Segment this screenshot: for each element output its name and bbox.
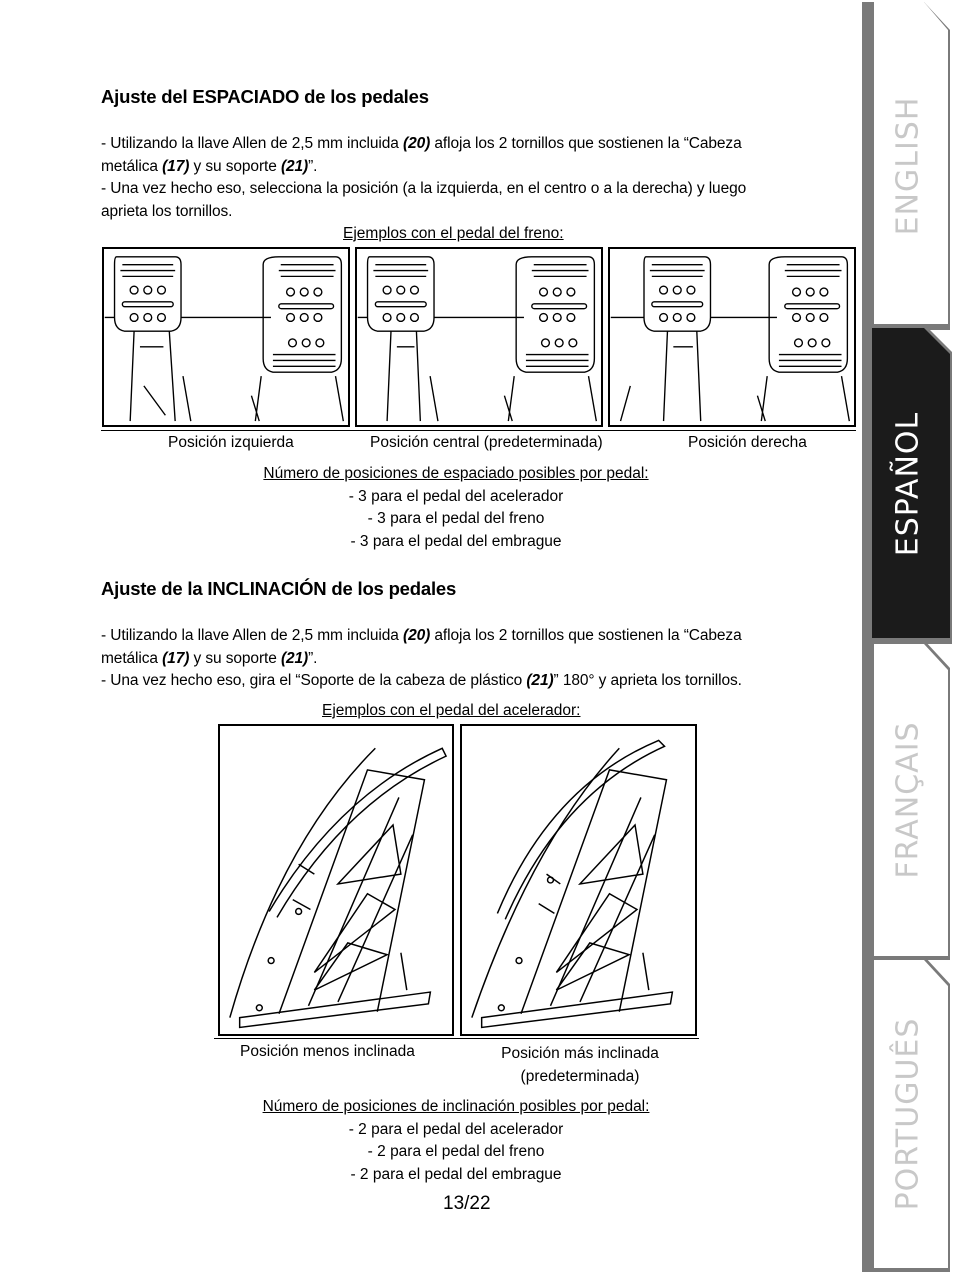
list-item: - 3 para el pedal del embrague — [350, 532, 562, 550]
text-run: metálica — [101, 157, 163, 175]
text-run: metálica — [101, 649, 163, 667]
text-run: ” 180° y aprieta los tornillos. — [553, 672, 742, 689]
list-item: - 2 para el pedal del embrague — [350, 1165, 562, 1183]
tab-english[interactable] — [862, 2, 954, 330]
accelerator-examples-title: Ejemplos con el pedal del acelerador: — [322, 702, 581, 719]
list-title: Número de posiciones de espaciado posibles por pedal: — [263, 465, 649, 482]
text-run: - Una vez hecho eso, gira el “Soporte de la cabeza de plástico — [101, 672, 527, 689]
tab-label: ESPAÑOL — [890, 411, 926, 557]
text-run: - Utilizando la llave Allen de 2,5 mm incluida — [101, 627, 404, 644]
caption-line: (predeterminada) — [520, 1067, 640, 1085]
caption-left-position: Posición izquierda — [168, 434, 294, 451]
pedal-less-inclined-image — [218, 724, 454, 1036]
text-run: ”. — [308, 649, 318, 667]
tab-espanol[interactable] — [862, 324, 954, 644]
text-run: afloja los 2 tornillos que sostienen la “Cabeza — [430, 135, 742, 152]
pedal-more-inclined-image — [460, 724, 697, 1036]
tab-label: FRANÇAIS — [890, 721, 926, 879]
text-run: y su soporte — [189, 157, 281, 175]
tab-label: ENGLISH — [890, 96, 926, 236]
caption-center-position: Posición central (predeterminada) — [370, 434, 603, 451]
list-item: - 3 para el pedal del freno — [367, 510, 545, 527]
spacing-positions-list — [0, 463, 912, 553]
tab-label: PORTUGUÊS — [890, 1017, 926, 1211]
language-tabs — [862, 0, 954, 1272]
pedal-spacing-figure — [104, 249, 348, 425]
caption-more-inclined — [480, 1043, 680, 1088]
ref-number: (20) — [403, 135, 431, 152]
ref-number: (21) — [280, 649, 309, 667]
page-number: 13/22 — [443, 1193, 491, 1214]
list-item: - 2 para el pedal del acelerador — [348, 1120, 564, 1138]
pedal-center-position-image — [355, 247, 603, 427]
brake-examples-title: Ejemplos con el pedal del freno: — [343, 225, 564, 242]
pedal-inclination-figure — [462, 726, 695, 1034]
inclination-instructions — [101, 625, 801, 693]
pedal-spacing-figure — [357, 249, 601, 425]
inclination-positions-list — [0, 1096, 912, 1186]
list-item: - 2 para el pedal del freno — [367, 1143, 545, 1160]
pedal-inclination-figure — [220, 726, 452, 1034]
pedal-left-position-image — [102, 247, 350, 427]
caption-right-position: Posición derecha — [688, 434, 807, 451]
ref-number: (20) — [403, 627, 431, 644]
caption-line: Posición más inclinada — [501, 1045, 659, 1062]
ref-number: (17) — [162, 649, 190, 667]
tab-francais[interactable] — [862, 640, 954, 960]
text-run: ”. — [308, 157, 318, 175]
ref-number: (21) — [280, 157, 309, 175]
ref-number: (21) — [526, 672, 554, 689]
tab-portugues[interactable] — [862, 956, 954, 1272]
caption-less-inclined: Posición menos inclinada — [240, 1043, 415, 1060]
divider — [214, 1038, 699, 1039]
list-item: - 3 para el pedal del acelerador — [348, 487, 564, 505]
list-title: Número de posiciones de inclinación posibles por pedal: — [262, 1098, 650, 1115]
spacing-instructions — [101, 133, 801, 223]
spacing-heading: Ajuste del ESPACIADO de los pedales — [101, 86, 429, 107]
ref-number: (17) — [162, 157, 190, 175]
pedal-right-position-image — [608, 247, 856, 427]
text-run: - Una vez hecho eso, selecciona la posición (a la izquierda, en el centro o a la derecha) y luego — [101, 180, 747, 197]
pedal-spacing-figure — [610, 249, 854, 425]
text-run: y su soporte — [189, 649, 281, 667]
text-run: afloja los 2 tornillos que sostienen la “Cabeza — [430, 627, 742, 644]
text-run: - Utilizando la llave Allen de 2,5 mm incluida — [101, 135, 404, 152]
divider — [101, 430, 856, 431]
text-run: aprieta los tornillos. — [101, 202, 233, 220]
inclination-heading: Ajuste de la INCLINACIÓN de los pedales — [101, 578, 457, 599]
